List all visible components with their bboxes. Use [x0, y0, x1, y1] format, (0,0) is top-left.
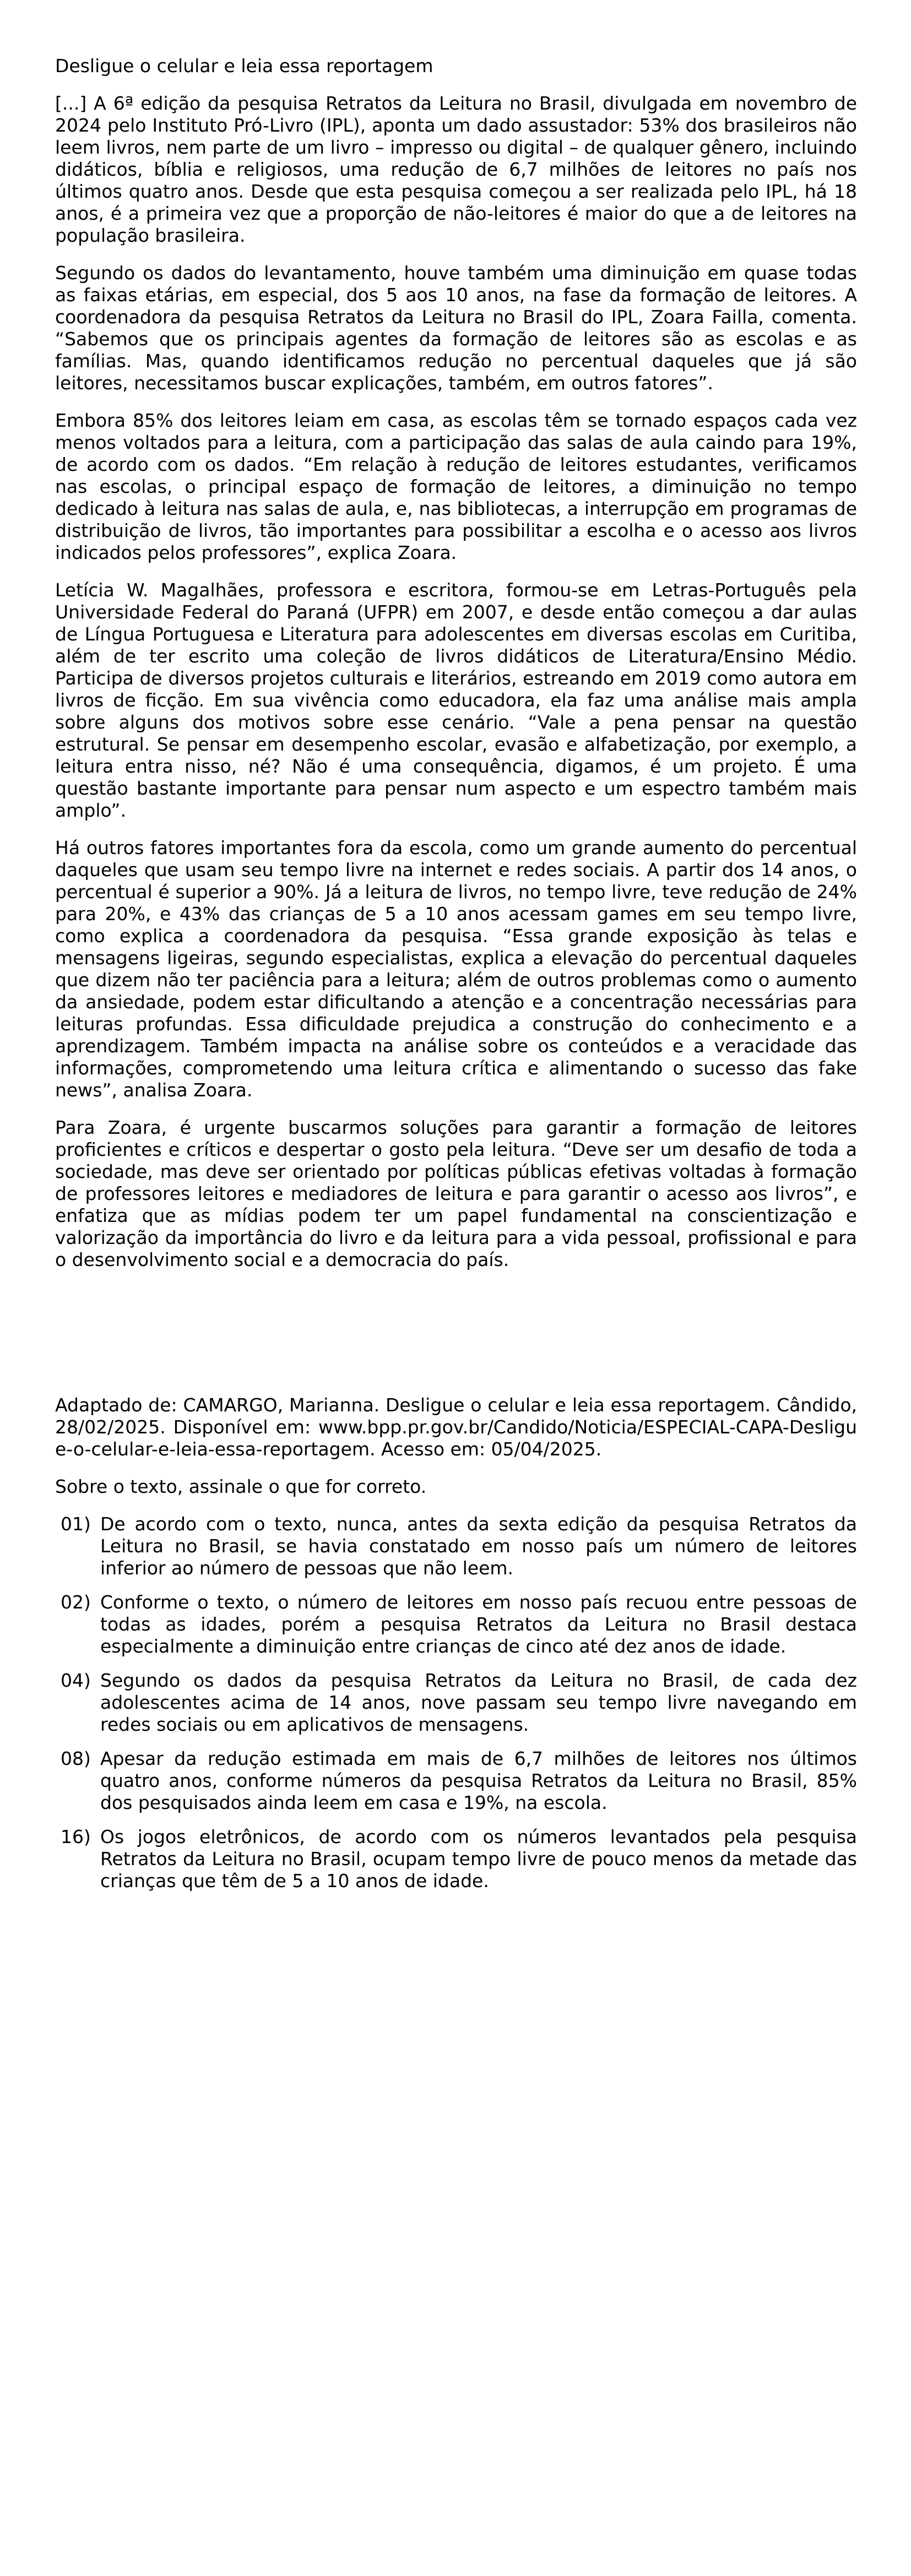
option-number: 08) [61, 1748, 91, 1769]
option-text: De acordo com o texto, nunca, antes da sexta edição da pesquisa Retratos da Leitura no Brasil, se havia constatado em nosso país um número de leitores inferior ao número de pessoas que não leem. [100, 1513, 857, 1579]
source-citation: Adaptado de: CAMARGO, Marianna. Desligue o celular e leia essa reportagem. Cândido, 28/02/2025. Disponível em: www.bpp.pr.gov.br/Candido/Noticia/ESPECIAL-CAPA-Desligue-o-celular-e-leia-essa-reportagem. Acesso em: 05/04/2025. [55, 1394, 857, 1460]
answer-options-list [55, 1513, 857, 1892]
article-paragraph: [...] A 6ª edição da pesquisa Retratos da Leitura no Brasil, divulgada em novembro de 2024 pelo Instituto Pró-Livro (IPL), aponta um dado assustador: 53% dos brasileiros não leem livros, nem parte de um livro – impresso ou digital – de qualquer gênero, incluindo didáticos, bíblia e religiosos, uma redução de 6,7 milhões de leitores no país nos últimos quatro anos. Desde que esta pesquisa começou a ser realizada pelo IPL, há 18 anos, é a primeira vez que a proporção de não-leitores é maior do que a de leitores na população brasileira. [55, 93, 857, 246]
article-paragraph: Embora 85% dos leitores leiam em casa, as escolas têm se tornado espaços cada vez menos voltados para a leitura, com a participação das salas de aula caindo para 19%, de acordo com os dados. “Em relação à redução de leitores estudantes, verificamos nas escolas, o principal espaço de formação de leitores, a diminuição no tempo dedicado à leitura nas salas de aula, e, nas bibliotecas, a interrupção em programas de distribuição de livros, tão importantes para possibilitar a escolha e o acesso aos livros indicados pelos professores”, explica Zoara. [55, 410, 857, 563]
option-number: 02) [61, 1591, 91, 1613]
option-number: 01) [61, 1513, 91, 1535]
answer-option-01 [55, 1513, 857, 1579]
answer-option-16 [55, 1826, 857, 1892]
article-paragraph: Para Zoara, é urgente buscarmos soluções para garantir a formação de leitores proficientes e críticos e despertar o gosto pela leitura. “Deve ser um desafio de toda a sociedade, mas deve ser orientado por políticas públicas efetivas voltadas à formação de professores leitores e mediadores de leitura e para garantir o acesso aos livros”, e enfatiza que as mídias podem ter um papel fundamental na conscientização e valorização da importância do livro e da leitura para a vida pessoal, profissional e para o desenvolvimento social e a democracia do país. [55, 1117, 857, 1270]
article-title: Desligue o celular e leia essa reportagem [55, 55, 433, 77]
option-text: Conforme o texto, o número de leitores em nosso país recuou entre pessoas de todas as idades, porém a pesquisa Retratos da Leitura no Brasil destaca especialmente a diminuição entre crianças de cinco até dez anos de idade. [100, 1591, 857, 1657]
question-instruction: Sobre o texto, assinale o que for correto. [55, 1476, 427, 1497]
option-number: 04) [61, 1670, 91, 1691]
option-text: Os jogos eletrônicos, de acordo com os números levantados pela pesquisa Retratos da Leitura no Brasil, ocupam tempo livre de pouco menos da metade das crianças que têm de 5 a 10 anos de idade. [100, 1826, 857, 1892]
document-page [55, 55, 857, 1904]
article-paragraph: Segundo os dados do levantamento, houve também uma diminuição em quase todas as faixas etárias, em especial, dos 5 aos 10 anos, na fase da formação de leitores. A coordenadora da pesquisa Retratos da Leitura no Brasil do IPL, Zoara Failla, comenta. “Sabemos que os principais agentes da formação de leitores são as escolas e as famílias. Mas, quando identificamos redução no percentual daqueles que já são leitores, necessitamos buscar explicações, também, em outros fatores”. [55, 262, 857, 394]
answer-option-02 [55, 1591, 857, 1657]
article-paragraph: Letícia W. Magalhães, professora e escritora, formou-se em Letras-Português pela Universidade Federal do Paraná (UFPR) em 2007, e desde então começou a dar aulas de Língua Portuguesa e Literatura para adolescentes em diversas escolas em Curitiba, além de ter escrito uma coleção de livros didáticos de Literatura/Ensino Médio. Participa de diversos projetos culturais e literários, estreando em 2019 como autora em livros de ficção. Em sua vivência como educadora, ela faz uma análise mais ampla sobre alguns dos motivos sobre esse cenário. “Vale a pena pensar na questão estrutural. Se pensar em desempenho escolar, evasão e alfabetização, por exemplo, a leitura entra nisso, né? Não é uma consequência, digamos, é um projeto. É uma questão bastante importante para pensar num aspecto e um espectro também mais amplo”. [55, 579, 857, 821]
answer-option-04 [55, 1670, 857, 1736]
option-text: Segundo os dados da pesquisa Retratos da Leitura no Brasil, de cada dez adolescentes acima de 14 anos, nove passam seu tempo livre navegando em redes sociais ou em aplicativos de mensagens. [100, 1670, 857, 1735]
option-text: Apesar da redução estimada em mais de 6,7 milhões de leitores nos últimos quatro anos, conforme números da pesquisa Retratos da Leitura no Brasil, 85% dos pesquisados ainda leem em casa e 19%, na escola. [100, 1748, 857, 1813]
option-number: 16) [61, 1826, 91, 1847]
answer-option-08 [55, 1748, 857, 1814]
article-paragraph: Há outros fatores importantes fora da escola, como um grande aumento do percentual daqueles que usam seu tempo livre na internet e redes sociais. A partir dos 14 anos, o percentual é superior a 90%. Já a leitura de livros, no tempo livre, teve redução de 24% para 20%, e 43% das crianças de 5 a 10 anos acessam games em seu tempo livre, como explica a coordenadora da pesquisa. “Essa grande exposição às telas e mensagens ligeiras, segundo especialistas, explica a elevação do percentual daqueles que dizem não ter paciência para a leitura; além de outros problemas como o aumento da ansiedade, podem estar dificultando a atenção e a concentração necessárias para leituras profundas. Essa dificuldade prejudica a construção do conhecimento e a aprendizagem. Também impacta na análise sobre os conteúdos e a veracidade das informações, comprometendo uma leitura crítica e alimentando o sucesso das fake news”, analisa Zoara. [55, 837, 857, 1101]
